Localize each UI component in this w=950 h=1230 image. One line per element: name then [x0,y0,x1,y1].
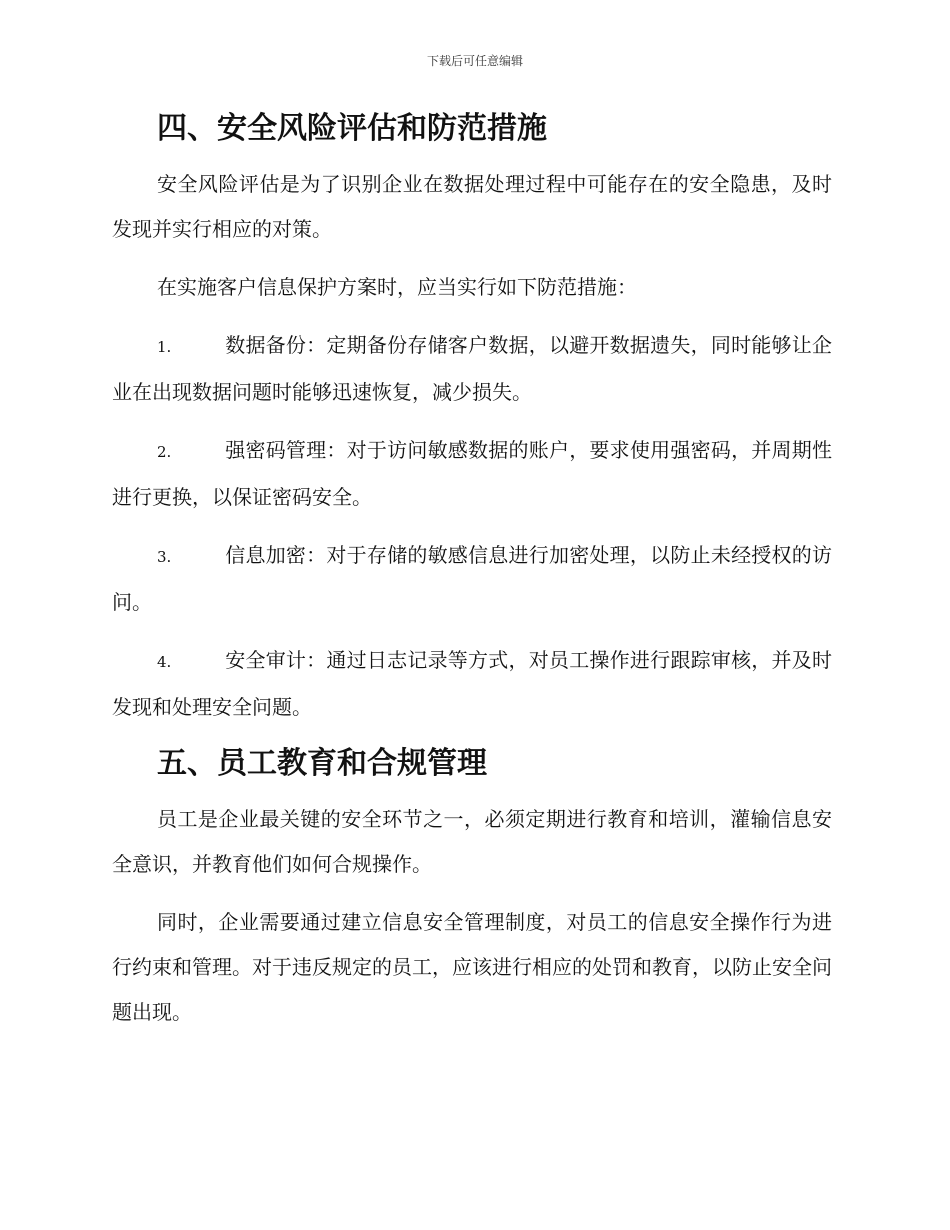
list-item-text: 强密码管理：对于访问敏感数据的账户，要求使用强密码，并周期性进行更换，以保证密码安全。 [112,438,832,509]
list-item-text: 信息加密：对于存储的敏感信息进行加密处理，以防止未经授权的访问。 [112,543,832,614]
list-number: 1. [157,338,172,356]
paragraph-measures-intro: 在实施客户信息保护方案时，应当实行如下防范措施： [157,275,637,299]
document-body [112,108,832,1048]
list-number: 4. [157,653,172,671]
paragraph-employee-training: 员工是企业最关键的安全环节之一，必须定期进行教育和培训，灌输信息安全意识，并教育他们如何合规操作。 [112,807,832,876]
list-item-encryption [112,533,832,625]
header-note: 下载后可任意编辑 [426,54,523,68]
section-heading-risk-assessment: 四、安全风险评估和防范措施 [157,111,547,146]
list-item-text: 安全审计：通过日志记录等方式，对员工操作进行跟踪审核，并及时发现和处理安全问题。 [112,648,832,719]
list-number: 2. [157,443,172,461]
paragraph-risk-intro: 安全风险评估是为了识别企业在数据处理过程中可能存在的安全隐患，及时发现并实行相应的对策。 [112,172,832,241]
list-item-backup [112,323,832,415]
list-item-password [112,428,832,520]
list-item-audit [112,638,832,730]
section-heading-employee-education: 五、员工教育和合规管理 [157,746,487,781]
list-item-text: 数据备份：定期备份存储客户数据，以避开数据遗失，同时能够让企业在出现数据问题时能够迅速恢复，减少损失。 [112,333,832,404]
list-number: 3. [157,548,172,566]
paragraph-compliance-management: 同时，企业需要通过建立信息安全管理制度，对员工的信息安全操作行为进行约束和管理。对于违反规定的员工，应该进行相应的处罚和教育，以防止安全问题出现。 [112,910,832,1024]
